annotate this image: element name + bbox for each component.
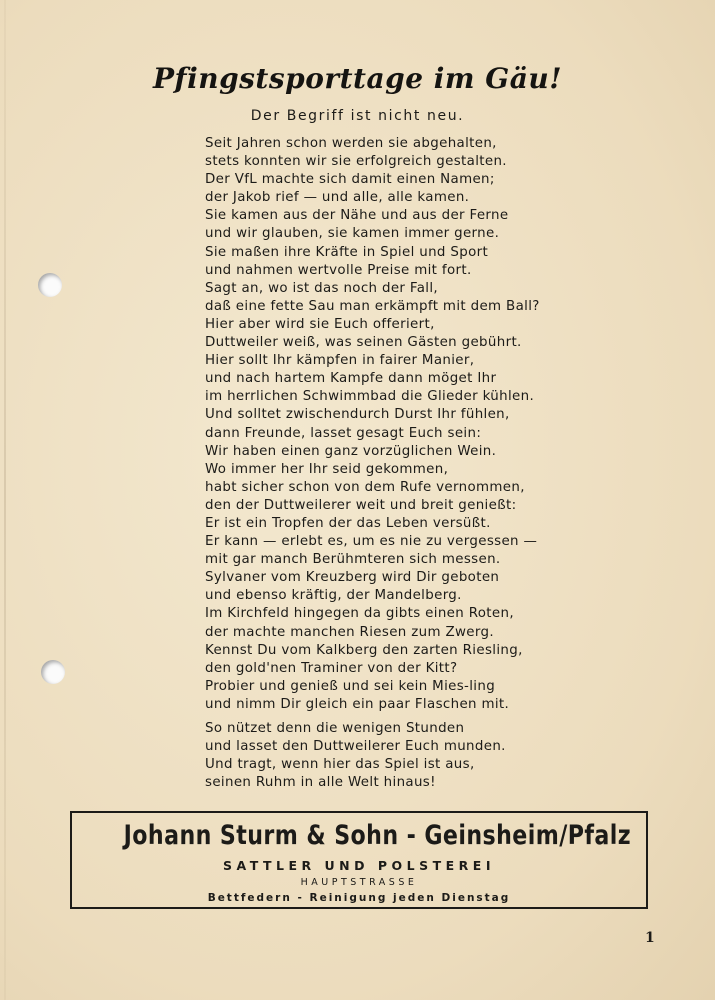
ad-street: HAUPTSTRASSE <box>300 877 418 888</box>
poem-line: habt sicher schon von dem Rufe vernommen, <box>205 479 525 495</box>
poem-line: So nützet denn die wenigen Stunden <box>205 721 465 736</box>
poem-line: Seit Jahren schon werden sie abgehalten, <box>205 136 497 151</box>
ad-trade: SATTLER UND POLSTEREI <box>222 858 495 873</box>
page-subtitle: Der Begriff ist nicht neu. <box>250 108 465 124</box>
poem-line: Sie kamen aus der Nähe und aus der Ferne <box>205 208 509 224</box>
poem-line: den gold'nen Traminer von der Kitt? <box>205 660 458 676</box>
poem-line: Und solltet zwischendurch Durst Ihr fühlen, <box>205 407 510 423</box>
poem-line: und nimm Dir gleich ein paar Flaschen mit. <box>205 696 510 712</box>
poem-line: Sie maßen ihre Kräfte in Spiel und Sport <box>205 244 489 260</box>
poem-line: stets konnten wir sie erfolgreich gestalten. <box>205 154 507 170</box>
poem-line: und lasset den Duttweilerer Euch munden. <box>205 739 506 755</box>
punch-hole-top <box>38 273 62 297</box>
poem-line: Duttweiler weiß, was seinen Gästen gebührt. <box>205 335 522 351</box>
poem-stanza-1 <box>205 135 585 714</box>
poem-line: Wir haben einen ganz vorzüglichen Wein. <box>205 443 497 459</box>
poem-line: mit gar manch Berühmteren sich messen. <box>205 552 501 568</box>
page-number: 1 <box>645 930 655 946</box>
poem-line: Kennst Du vom Kalkberg den zarten Riesling, <box>205 642 523 658</box>
poem-line: den der Duttweilerer weit und breit genießt: <box>205 497 517 513</box>
poem-line: und nach hartem Kampfe dann möget Ihr <box>205 371 497 387</box>
poem <box>205 135 585 792</box>
advertisement-box <box>70 811 648 909</box>
paper-fold-line <box>4 0 6 1000</box>
poem-stanza-2 <box>205 720 585 792</box>
ad-service: Bettfedern - Reinigung jeden Dienstag <box>207 892 511 904</box>
page-title: Pfingstsporttage im Gäu! <box>152 62 562 95</box>
punch-hole-bottom <box>41 660 65 684</box>
poem-line: Im Kirchfeld hingegen da gibts einen Roten, <box>205 606 514 622</box>
poem-line: Er kann — erlebt es, um es nie zu vergessen — <box>205 534 538 550</box>
poem-line: und nahmen wertvolle Preise mit fort. <box>205 262 472 278</box>
poem-line: daß eine fette Sau man erkämpft mit dem Ball? <box>205 298 540 314</box>
poem-line: Hier sollt Ihr kämpfen in fairer Manier, <box>205 353 475 369</box>
poem-line: der machte manchen Riesen zum Zwerg. <box>205 624 494 640</box>
poem-line: und wir glauben, sie kamen immer gerne. <box>205 226 500 242</box>
poem-line: Sagt an, wo ist das noch der Fall, <box>205 280 439 296</box>
poem-line: Wo immer her Ihr seid gekommen, <box>205 461 449 477</box>
poem-line: Sylvaner vom Kreuzberg wird Dir geboten <box>205 570 500 586</box>
poem-line: Probier und genieß und sei kein Mies-ling <box>205 678 496 694</box>
poem-line: Der VfL machte sich damit einen Namen; <box>205 172 495 188</box>
poem-line: im herrlichen Schwimmbad die Glieder kühlen. <box>205 389 535 405</box>
poem-line: seinen Ruhm in alle Welt hinaus! <box>205 775 436 791</box>
poem-line: der Jakob rief — und alle, alle kamen. <box>205 190 470 206</box>
poem-line: Und tragt, wenn hier das Spiel ist aus, <box>205 757 475 773</box>
ad-company-name: Johann Sturm & Sohn - Geinsheim/Pfalz <box>123 820 632 851</box>
poem-line: Hier aber wird sie Euch offeriert, <box>205 316 435 332</box>
poem-line: dann Freunde, lasset gesagt Euch sein: <box>205 425 482 441</box>
poem-line: Er ist ein Tropfen der das Leben versüßt. <box>205 515 491 531</box>
poem-line: und ebenso kräftig, der Mandelberg. <box>205 588 462 604</box>
